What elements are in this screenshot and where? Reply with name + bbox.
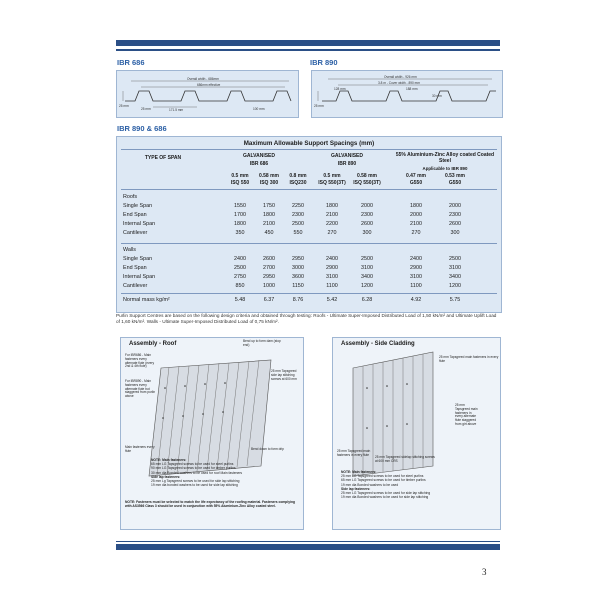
wall-row-cell: 2500 <box>361 256 373 262</box>
page-number: 3 <box>482 567 487 577</box>
roof-row-cell: 300 <box>450 230 460 236</box>
roof-note-1: 65 mm LG Tapsgreed screws to be used for steel purlins <box>151 462 234 467</box>
wall-row-cell: 2400 <box>234 256 246 262</box>
roof-row-cell: 1800 <box>263 212 275 218</box>
side-label-1: 25 mm Tapsgreed main fasteners in every flute <box>439 355 499 363</box>
header-divider <box>121 149 497 150</box>
group-2-name: GALVANISED <box>330 153 364 159</box>
roof-row-cell: 2100 <box>263 221 275 227</box>
top-rule-thin <box>116 49 500 51</box>
ibr686-pitch: 171.5 mm <box>169 108 184 112</box>
ibr890-height: 25 mm <box>314 104 324 108</box>
ibr686-title: IBR 686 <box>117 58 145 67</box>
wall-row-cell: 1000 <box>263 283 275 289</box>
roof-row-cell: 2600 <box>449 221 461 227</box>
assembly-side-panel <box>332 337 501 530</box>
roof-label-686: For IBR686 - Main fasteners every alternate flute (every 2nd & 4th flute) <box>125 353 155 369</box>
thickness-0: 0.5 mm <box>231 173 249 179</box>
roof-bold-note: NOTE: Fasteners must be selected to match the life expectancy of the roofing material. Fasteners complying with AS3566 Class 3 should be used in conjunction with 55% Aluminium-Zinc Alloy coated steel. <box>125 500 296 509</box>
roof-row-cell: 2600 <box>361 221 373 227</box>
roof-row-cell: 2300 <box>361 212 373 218</box>
wall-row-cell: 3600 <box>292 274 304 280</box>
roof-notes <box>151 458 299 487</box>
bottom-rule <box>116 544 500 550</box>
type-of-span-header: TYPE OF SPAN <box>144 155 182 161</box>
wall-row-cell: 1200 <box>449 283 461 289</box>
side-notes-heading: NOTE: Main fasteners: <box>341 470 377 474</box>
wall-row-cell: 3100 <box>410 274 422 280</box>
walls-divider <box>121 293 497 294</box>
roof-row-label-3: Cantilever <box>123 230 148 236</box>
grade-5: G550 <box>409 180 423 186</box>
roof-row-cell: 2000 <box>449 203 461 209</box>
wall-row-cell: 3000 <box>292 265 304 271</box>
roof-row-cell: 1800 <box>410 203 422 209</box>
roof-side-heading: Side lap fasteners: <box>151 474 181 479</box>
wall-row-cell: 2950 <box>292 256 304 262</box>
group-3-sub: Applicable to IBR 890 <box>422 166 468 171</box>
group-3-name: 55% Aluminium-Zinc Alloy coated Coated Steel <box>395 152 495 164</box>
roof-side-1: 25 mm Lg Tapsgreed screws to be used for side lap stitching <box>151 479 240 484</box>
roof-row-label-2: Internal Span <box>123 221 156 227</box>
wall-row-cell: 2400 <box>326 256 338 262</box>
group-1-sub: IBR 686 <box>249 161 269 167</box>
roof-label-890: For IBR890 - Main fasteners every alternate flute but staggered from purlin above <box>125 379 156 399</box>
grade-3: ISQ 550(3T) <box>318 180 346 186</box>
ibr890-dim-b: 188 mm <box>406 87 418 91</box>
wall-row-cell: 3100 <box>326 274 338 280</box>
roof-row-cell: 350 <box>235 230 245 236</box>
roof-row-cell: 1550 <box>234 203 246 209</box>
grade-4: ISQ 550(3T) <box>353 180 381 186</box>
wall-row-cell: 1100 <box>326 283 338 289</box>
side-side-1: 25 mm LG Tapsgreed screws to be used for side lap stitching <box>341 491 431 496</box>
wall-row-cell: 2500 <box>449 256 461 262</box>
group-1-name: GALVANISED <box>242 153 276 159</box>
roof-row-cell: 2100 <box>410 221 422 227</box>
design-criteria-note: Purlin Support Centres are based on the following design criteria and obtained through testing: Roofs - Ultimate Super-Imposed Distributed Load of 1,50 kN/m² and Ultimate Uplift Load of 1,60 kN/m². Walls - Ultimate Super-Imposed Distributed Load of 0,75 kN/m². <box>116 313 497 325</box>
wall-row-label-1: End Span <box>123 265 147 271</box>
roof-row-cell: 270 <box>327 230 337 236</box>
walls-label: Walls <box>123 247 136 253</box>
mass-cell: 5.48 <box>234 297 246 303</box>
roof-row-cell: 550 <box>293 230 303 236</box>
roof-row-cell: 2300 <box>449 212 461 218</box>
wall-row-cell: 2700 <box>263 265 275 271</box>
side-note-3: 19 mm dia Bonded washers to be used <box>341 482 399 487</box>
wall-row-cell: 1200 <box>361 283 373 289</box>
ibr686-crest: 100 mm <box>253 107 265 111</box>
roof-label-tapscrew: 25 mm Tapsgreed side lap stitching screws at 600 mm <box>271 369 297 381</box>
ibr890-overall-width: Overall width - 926 mm <box>384 75 417 79</box>
wall-row-cell: 2900 <box>410 265 422 271</box>
ibr686-profile-diagram <box>116 70 299 118</box>
wall-row-cell: 1100 <box>410 283 422 289</box>
grade-0: ISQ 550 <box>230 180 250 186</box>
wall-row-cell: 3400 <box>449 274 461 280</box>
ibr890-686-title: IBR 890 & 686 <box>117 124 167 133</box>
ibr686-effective-width: 686mm effective <box>197 83 221 87</box>
roof-row-cell: 1750 <box>263 203 275 209</box>
roof-row-cell: 1800 <box>234 221 246 227</box>
ibr890-rib: 30 mm <box>432 94 442 98</box>
assembly-roof-title: Assembly - Roof <box>129 341 177 347</box>
wall-row-cell: 2750 <box>234 274 246 280</box>
wall-row-cell: 3400 <box>361 274 373 280</box>
thickness-5: 0.47 mm <box>405 173 426 179</box>
wall-row-cell: 2950 <box>263 274 275 280</box>
support-spacings-table <box>116 136 502 313</box>
roof-label-bend-up: Bend up to form dam (stop end) <box>243 339 281 347</box>
thickness-2: 0.8 mm <box>289 173 307 179</box>
roof-row-cell: 2300 <box>292 212 304 218</box>
ibr890-title: IBR 890 <box>310 58 338 67</box>
assembly-side-title: Assembly - Side Cladding <box>341 341 415 347</box>
mass-label: Normal mass kg/m² <box>123 297 170 303</box>
thickness-3: 0.5 mm <box>323 173 341 179</box>
group-2-sub: IBR 890 <box>337 161 357 167</box>
grade-2: ISQ230 <box>289 180 307 186</box>
wall-row-cell: 850 <box>235 283 245 289</box>
top-rule <box>116 40 500 46</box>
roof-note-2: 90 mm LG Tapsgreed screws to be used for timber purlins <box>151 466 236 471</box>
ibr890-cover-width: 3.8 m - Cover width - 890 mm <box>378 81 420 85</box>
side-label-3: 25 mm Tapsgreed main fasteners in every flute <box>337 449 371 457</box>
thickness-1: 0.58 mm <box>258 173 279 179</box>
wall-row-cell: 3100 <box>449 265 461 271</box>
assembly-roof-panel <box>120 337 304 530</box>
roof-label-bend-down: Bend down to form drip <box>251 447 284 451</box>
ibr686-overall-width: Overall width - 686mm <box>187 77 219 81</box>
roof-row-cell: 2000 <box>410 212 422 218</box>
side-label-4: 25 mm Tapsgreed sidelap stitching screws at 600 mm CRS <box>375 455 435 463</box>
roof-row-cell: 450 <box>264 230 274 236</box>
side-side-heading: Side lap fasteners: <box>341 486 371 491</box>
mass-cell: 4.92 <box>410 297 422 303</box>
mass-cell: 8.76 <box>292 297 304 303</box>
side-note-1: 25 mm LG Tapsgreed screws to be used for steel purlins <box>341 474 424 479</box>
roof-row-cell: 2500 <box>292 221 304 227</box>
side-note-2: 65 mm LG Tapsgreed screws to be used for timber purlins <box>341 478 426 483</box>
wall-row-label-3: Cantilever <box>123 283 148 289</box>
side-label-2: 25 mm Tapsgreed main fasteners in every alternate flute staggered from girt above <box>455 403 478 426</box>
wall-row-cell: 2500 <box>234 265 246 271</box>
roof-side-2: 19 mm dia bonded washers to be used for side lap stitching <box>151 483 238 488</box>
roofs-label: Roofs <box>123 194 138 200</box>
roof-row-cell: 300 <box>362 230 372 236</box>
roof-row-cell: 2100 <box>326 212 338 218</box>
roof-row-cell: 1700 <box>234 212 246 218</box>
mass-cell: 6.28 <box>361 297 373 303</box>
wall-row-cell: 2900 <box>326 265 338 271</box>
roof-label-main: Main fasteners every flute <box>125 445 155 453</box>
wall-row-cell: 3100 <box>361 265 373 271</box>
side-side-2: 19 mm dia Bonded washers to be used for side lap stitching <box>341 495 429 500</box>
wall-row-cell: 1150 <box>292 283 304 289</box>
mass-cell: 6.37 <box>263 297 275 303</box>
roof-row-cell: 2250 <box>292 203 304 209</box>
table-title: Maximum Allowable Support Spacings (mm) <box>243 140 375 147</box>
ibr686-rib: 25 mm <box>141 107 151 111</box>
wall-row-cell: 2400 <box>410 256 422 262</box>
side-notes <box>341 470 497 499</box>
mass-cell: 5.42 <box>326 297 338 303</box>
ibr890-dim-a: 128 mm <box>334 87 346 91</box>
mass-cell: 5.75 <box>449 297 461 303</box>
thickness-4: 0.58 mm <box>356 173 377 179</box>
grade-1: ISQ 300 <box>259 180 279 186</box>
ibr890-profile-diagram <box>311 70 503 118</box>
ibr686-height: 25 mm <box>119 104 129 108</box>
roof-row-cell: 270 <box>411 230 421 236</box>
roofs-divider <box>121 243 497 244</box>
roof-row-label-1: End Span <box>123 212 147 218</box>
header-divider-2 <box>121 189 497 190</box>
roof-row-cell: 2200 <box>326 221 338 227</box>
roof-row-cell: 1800 <box>326 203 338 209</box>
thickness-6: 0.53 mm <box>444 173 465 179</box>
wall-row-label-0: Single Span <box>123 256 153 262</box>
roof-row-label-0: Single Span <box>123 203 153 209</box>
bottom-rule-thin <box>116 541 500 542</box>
roof-notes-heading: NOTE: Main fasteners: <box>151 458 187 462</box>
wall-row-cell: 2600 <box>263 256 275 262</box>
roof-note-3: 30 mm dia Bonded washers to be used for roof Main fasteners <box>151 470 243 475</box>
roof-row-cell: 2000 <box>361 203 373 209</box>
wall-row-label-2: Internal Span <box>123 274 156 280</box>
grade-6: G550 <box>448 180 462 186</box>
